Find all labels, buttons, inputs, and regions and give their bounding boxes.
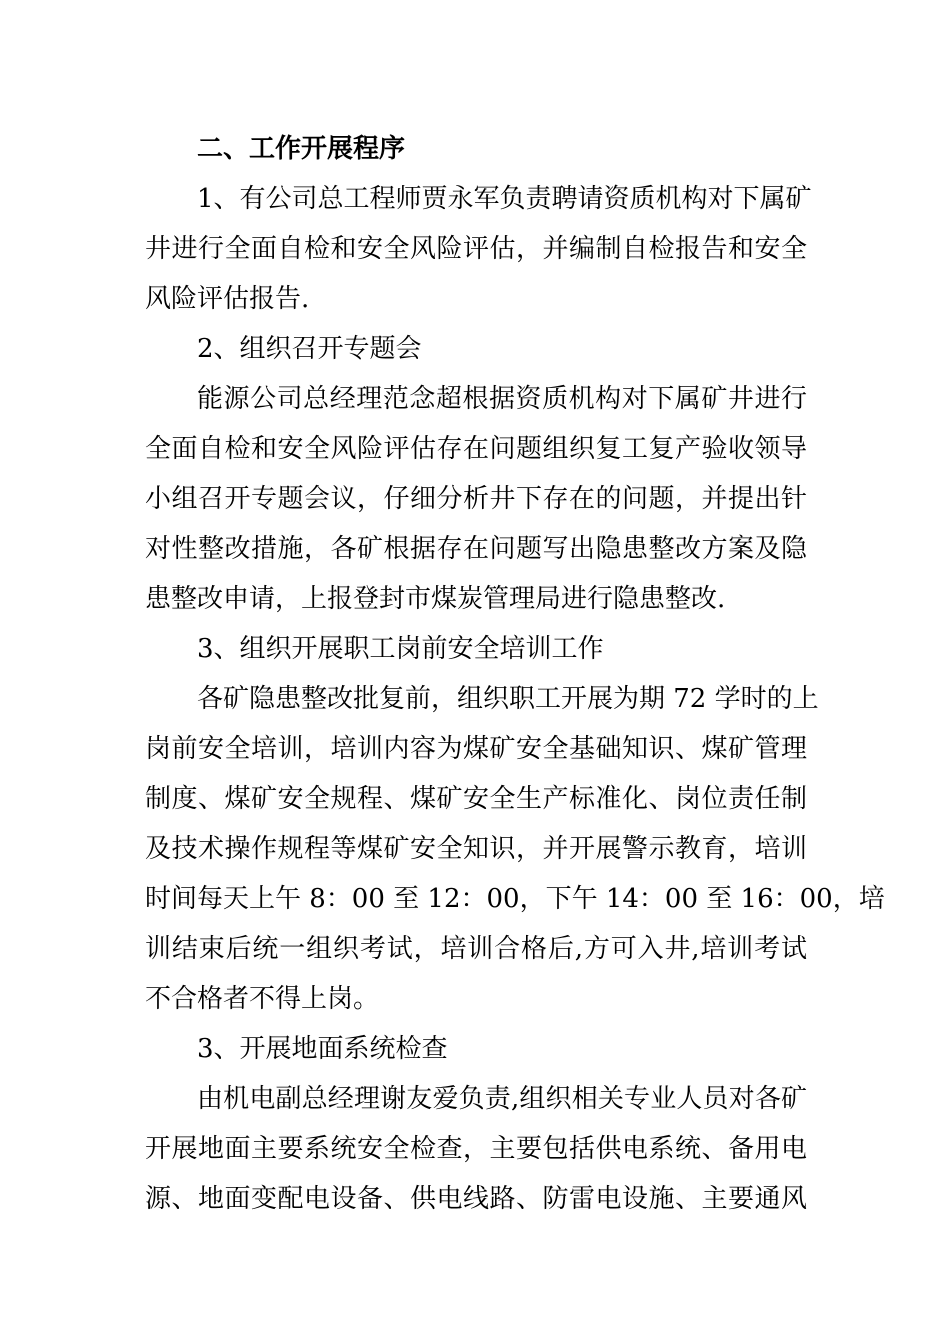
paragraph-line: 由机电副总经理谢友爱负责,组织相关专业人员对各矿 [197,1084,807,1114]
paragraph-line: 时间每天上午 8：00 至 12：00，下午 14：00 至 16：00，培 [145,884,885,914]
paragraph-line: 全面自检和安全风险评估存在问题组织复工复产验收领导 [145,434,807,464]
paragraph-line: 能源公司总经理范念超根据资质机构对下属矿井进行 [197,384,807,414]
paragraph-line: 不合格者不得上岗。 [145,984,380,1014]
section-heading: 二、工作开展程序 [197,134,406,164]
paragraph-line: 风险评估报告. [145,284,310,314]
paragraph-line: 及技术操作规程等煤矿安全知识，并开展警示教育，培训 [145,834,807,864]
paragraph-line: 训结束后统一组织考试，培训合格后,方可入井,培训考试 [145,934,807,964]
paragraph-line: 小组召开专题会议，仔细分析井下存在的问题，并提出针 [145,484,807,514]
paragraph-line: 制度、煤矿安全规程、煤矿安全生产标准化、岗位责任制 [145,784,807,814]
item-title: 2、组织召开专题会 [197,334,422,364]
document-body [145,124,885,1224]
item-title: 3、组织开展职工岗前安全培训工作 [197,634,604,664]
paragraph-line: 对性整改措施，各矿根据存在问题写出隐患整改方案及隐 [145,534,807,564]
paragraph-line: 岗前安全培训，培训内容为煤矿安全基础知识、煤矿管理 [145,734,807,764]
paragraph-line: 源、地面变配电设备、供电线路、防雷电设施、主要通风 [145,1184,807,1214]
paragraph-line: 患整改申请，上报登封市煤炭管理局进行隐患整改. [145,584,726,614]
item-title: 3、开展地面系统检查 [197,1034,448,1064]
paragraph-line: 1、有公司总工程师贾永军负责聘请资质机构对下属矿 [197,184,812,214]
paragraph-line: 各矿隐患整改批复前，组织职工开展为期 72 学时的上 [197,684,819,714]
paragraph-line: 开展地面主要系统安全检查，主要包括供电系统、备用电 [145,1134,807,1164]
paragraph-line: 井进行全面自检和安全风险评估，并编制自检报告和安全 [145,234,807,264]
